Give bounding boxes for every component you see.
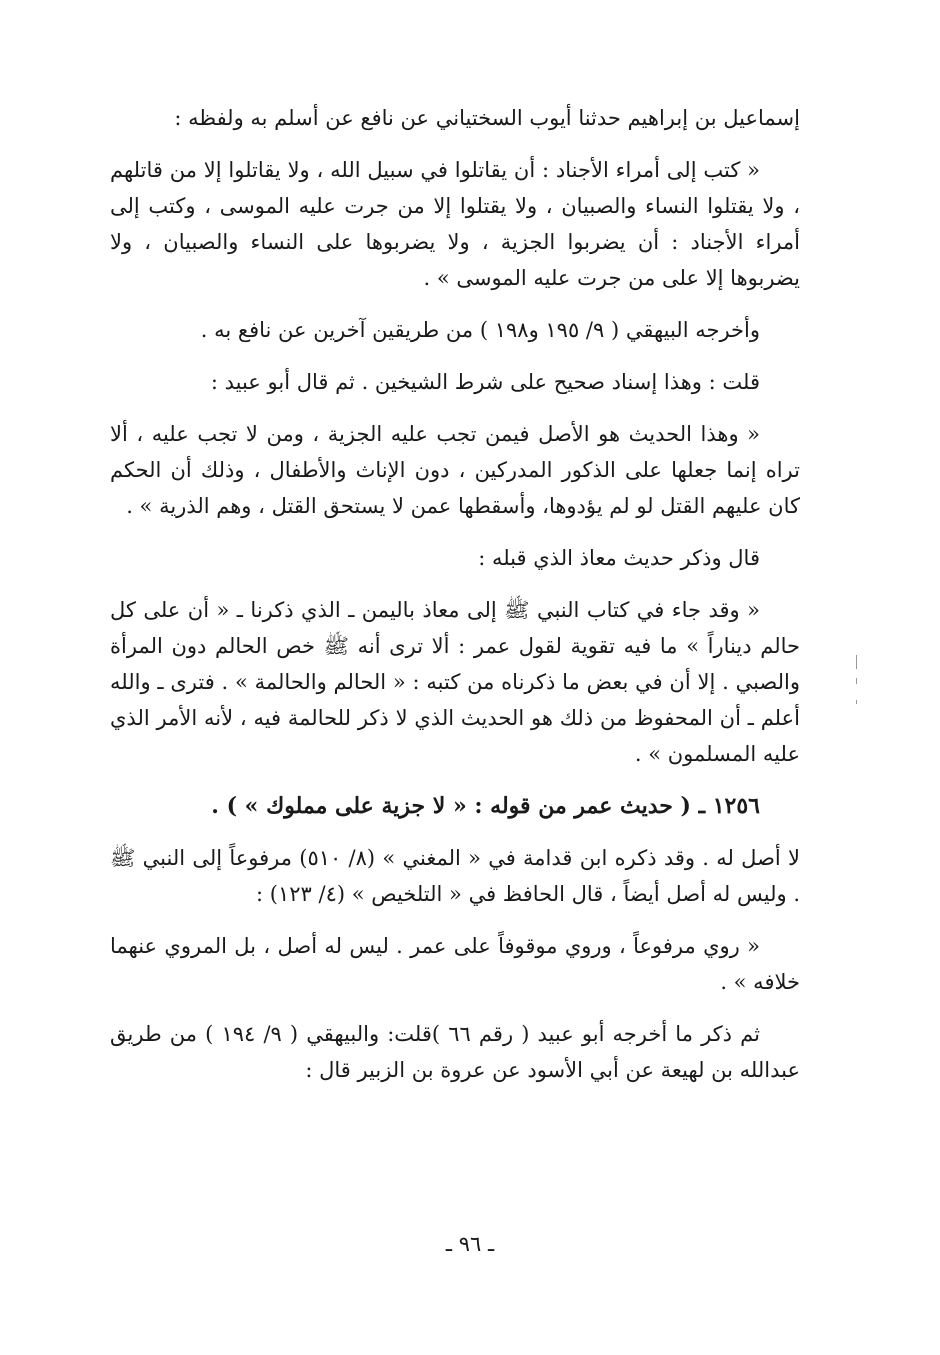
paragraph-isnad: إسماعيل بن إبراهيم حدثنا أيوب السختياني عن نافع عن أسلم به ولفظه : xyxy=(174,106,800,130)
hadith-heading: ١٢٥٦ ـ ( حديث عمر من قوله : « لا جزية على مملوك » ) . xyxy=(211,793,760,819)
paragraph-no-origin: لا أصل له . وقد ذكره ابن قدامة في « المغني » (٨/ ٥١٠) مرفوعاً إلى النبي ﷺ . وليس له أصل أيضاً ، قال الحافظ في « التلخيص » (٤/ ١٢٣) : xyxy=(110,846,800,906)
paragraph-bayhaqi: وأخرجه البيهقي ( ٩/ ١٩٥ و١٩٨ ) من طريقين آخرين عن نافع به . xyxy=(200,318,760,342)
margin-mark xyxy=(856,700,857,704)
paragraph-muadh-intro: قال وذكر حديث معاذ الذي قبله : xyxy=(478,546,760,570)
paragraph-quote-letter: « كتب إلى أمراء الأجناد : أن يقاتلوا في سبيل الله ، ولا يقاتلوا إلا من قاتلهم ، ولا يقتلوا النساء والصبيان ، ولا يقتلوا إلا من جرت عليه الموسى ، وكتب إلى أمراء الأجناد : أن يضربوا الجزية ، ولا يضربوها على النساء والصبيان ، ولا يضربوها إلا على من جرت عليه الموسى » . xyxy=(110,158,800,290)
page-body xyxy=(110,100,800,1104)
paragraph-quote-talkhis: « روي مرفوعاً ، وروي موقوفاً على عمر . ليس له أصل ، بل المروي عنهما خلافه » . xyxy=(110,934,800,994)
paragraph-comment: قلت : وهذا إسناد صحيح على شرط الشيخين . ثم قال أبو عبيد : xyxy=(210,370,760,394)
margin-mark xyxy=(856,655,857,669)
margin-mark xyxy=(856,678,857,684)
page-number: ـ ٩٦ ـ xyxy=(445,1232,495,1256)
paragraph-quote-muadh: « وقد جاء في كتاب النبي ﷺ إلى معاذ باليمن ـ الذي ذكرنا ـ « أن على كل حالم ديناراً » ما فيه تقوية لقول عمر : ألا ترى أنه ﷺ خص الحالم دون المرأة والصبي . إلا أن في بعض ما ذكرناه من كتبه : « الحالم والحالمة » . فترى ـ والله أعلم ـ أن المحفوظ من ذلك هو الحديث الذي لا ذكر للحالمة فيه ، لأنه الأمر الذي عليه المسلمون » . xyxy=(110,598,800,766)
paragraph-quote-abu-ubaid: « وهذا الحديث هو الأصل فيمن تجب عليه الجزية ، ومن لا تجب عليه ، ألا تراه إنما جعلها على الذكور المدركين ، دون الإناث والأطفال ، وذلك أن الحكم كان عليهم القتل لو لم يؤدوها، وأسقطها عمن لا يستحق القتل ، وهم الذرية » . xyxy=(110,422,800,518)
paragraph-abu-ubaid-source: ثم ذكر ما أخرجه أبو عبيد ( رقم ٦٦ )قلت: والبيهقي ( ٩/ ١٩٤ ) من طريق عبدالله بن لهيعة عن أبي الأسود عن عروة بن الزبير قال : xyxy=(110,1022,800,1082)
